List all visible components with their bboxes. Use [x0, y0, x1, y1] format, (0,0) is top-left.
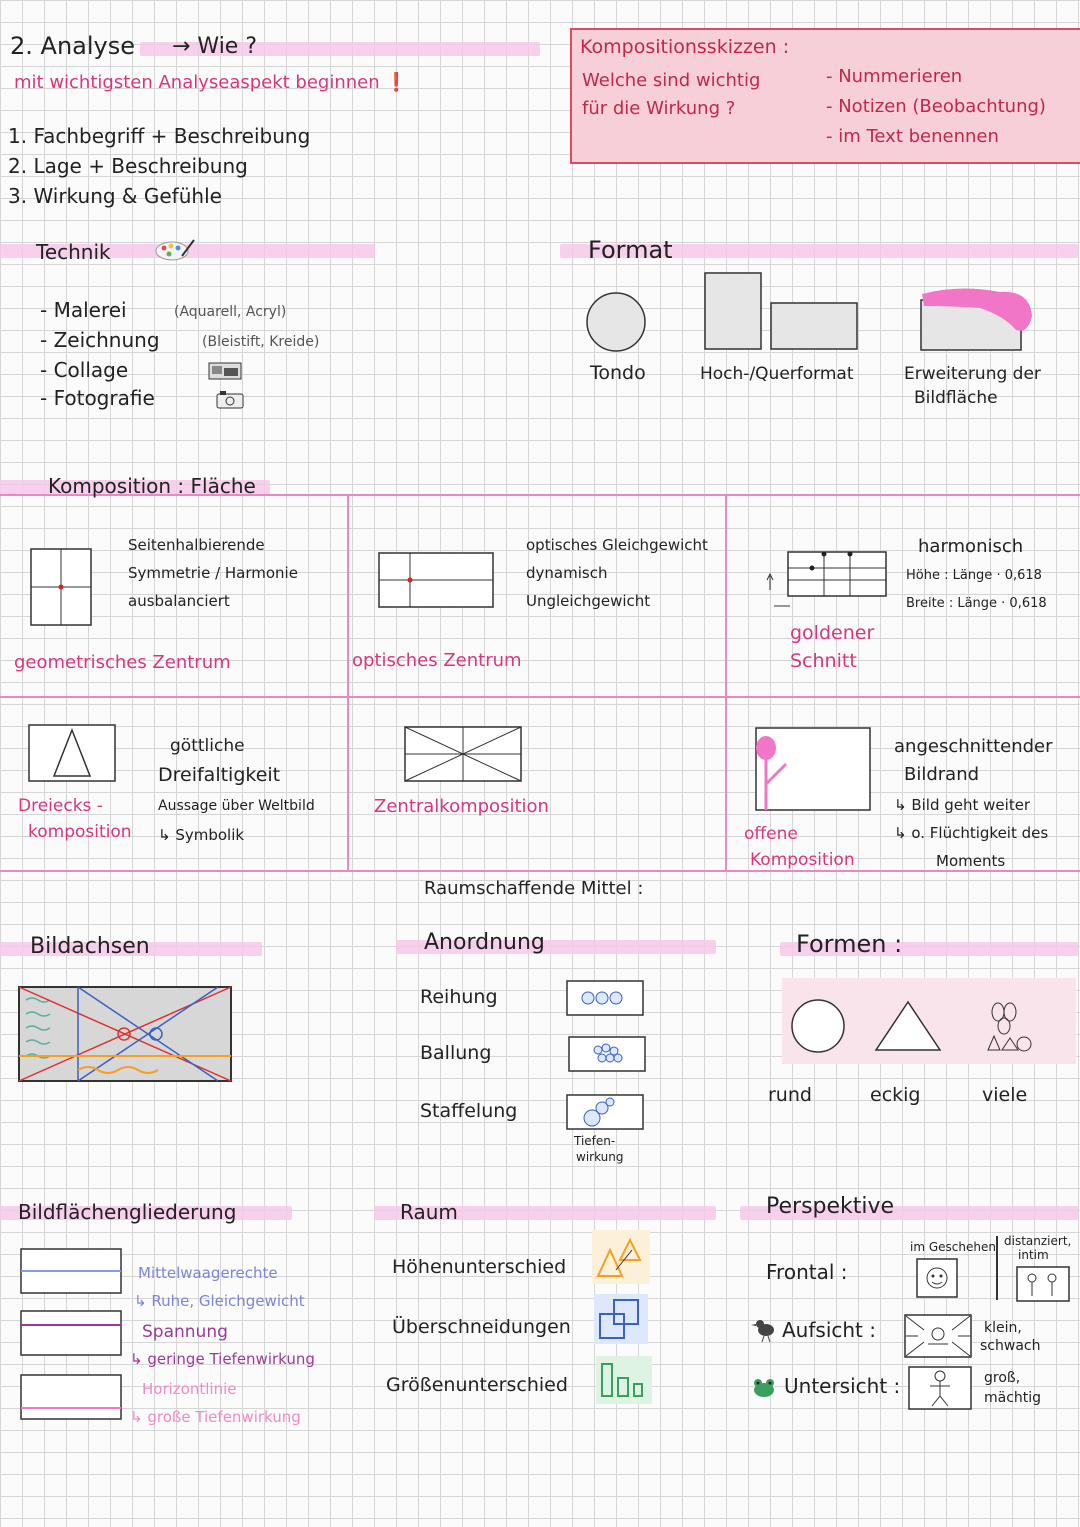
- dreieck-note-3: Aussage über Weltbild: [158, 798, 315, 814]
- technik-title: Technik: [36, 240, 111, 264]
- perspektive-header-left: im Geschehen: [910, 1240, 996, 1254]
- skizzen-question-2: für die Wirkung ?: [582, 98, 736, 119]
- offen-note-5: Moments: [936, 852, 1006, 870]
- dreieck-label-2: komposition: [28, 822, 132, 842]
- divider-col-1: [347, 494, 349, 870]
- geo-note-2: Symmetrie / Harmonie: [128, 564, 298, 582]
- triangle-shape: [874, 1000, 942, 1052]
- erweiterung-shape: [920, 286, 1036, 352]
- bildachsen-title: Bildachsen: [30, 934, 150, 959]
- frog-icon: [748, 1376, 780, 1400]
- gliederung-item-2-sub: ↳ geringe Tiefenwirkung: [130, 1350, 315, 1368]
- offen-note-4: ↳ o. Flüchtigkeit des: [894, 824, 1049, 842]
- opt-center-sketch: [378, 552, 496, 610]
- frontal-face-sketch: [916, 1258, 958, 1298]
- frontal-group-sketch: [1016, 1266, 1070, 1302]
- aufsicht-sketch: [904, 1314, 972, 1358]
- tiefen-note-2: wirkung: [576, 1150, 624, 1164]
- spannung-sketch: [20, 1310, 124, 1358]
- offen-label-2: Komposition: [750, 850, 855, 870]
- technik-item-2-sub: (Bleistift, Kreide): [202, 334, 320, 350]
- gold-note-3: Breite : Länge · 0,618: [906, 596, 1047, 611]
- formen-label-eckig: eckig: [870, 1084, 921, 1106]
- many-shapes: [982, 1000, 1034, 1054]
- aufsicht-note-2: schwach: [980, 1338, 1041, 1354]
- skizzen-note-2: - Notizen (Beobachtung): [826, 96, 1046, 117]
- dreieck-label-1: Dreiecks -: [18, 796, 103, 816]
- untersicht-sketch: [908, 1366, 972, 1410]
- gold-note-1: harmonisch: [918, 536, 1024, 557]
- opt-note-1: optisches Gleichgewicht: [526, 536, 708, 554]
- geo-center-sketch: [30, 548, 94, 628]
- technik-item-3: - Collage: [40, 358, 129, 382]
- gliederung-item-2: Spannung: [142, 1322, 228, 1342]
- ballung-label: Ballung: [420, 1042, 492, 1064]
- offen-label-1: offene: [744, 824, 798, 844]
- perspektive-title: Perspektive: [766, 1194, 895, 1219]
- gold-note-2: Höhe : Länge · 0,618: [906, 568, 1042, 583]
- ballung-sketch: [568, 1036, 646, 1072]
- technik-item-1-sub: (Aquarell, Acryl): [174, 304, 287, 320]
- perspektive-header-right-1: distanziert,: [1004, 1234, 1072, 1248]
- formen-title: Formen :: [796, 930, 903, 958]
- gliederung-item-1: Mittelwaagerechte: [138, 1264, 278, 1282]
- skizzen-title: Kompositionsskizzen :: [580, 36, 790, 58]
- offen-sketch: [752, 726, 872, 812]
- raum-item-3: Größenunterschied: [386, 1374, 568, 1396]
- skizzen-note-1: - Nummerieren: [826, 66, 963, 87]
- gold-label-2: Schnitt: [790, 650, 857, 672]
- collage-icon: [208, 362, 242, 380]
- offen-note-1: angeschnittender: [894, 736, 1053, 757]
- divider-col-2: [725, 494, 727, 870]
- offen-note-2: Bildrand: [904, 764, 980, 785]
- perspektive-header-right-2: intim: [1018, 1248, 1049, 1262]
- geo-note-1: Seitenhalbierende: [128, 536, 265, 554]
- gliederung-item-3-sub: ↳ große Tiefenwirkung: [130, 1408, 301, 1426]
- groessenunterschied-icon: [596, 1356, 652, 1404]
- untersicht-note-1: groß,: [984, 1370, 1021, 1386]
- raum-item-2: Überschneidungen: [392, 1316, 571, 1338]
- horizontlinie-sketch: [20, 1374, 124, 1422]
- bird-icon: [750, 1316, 780, 1342]
- querformat-shape: [770, 302, 860, 352]
- opt-label: optisches Zentrum: [352, 650, 522, 671]
- perspektive-row-3: Untersicht :: [784, 1374, 901, 1398]
- technik-item-2: - Zeichnung: [40, 328, 160, 352]
- format-label-tondo: Tondo: [590, 362, 646, 384]
- offen-note-3: ↳ Bild geht weiter: [894, 796, 1031, 814]
- hochformat-shape: [704, 272, 764, 352]
- analyse-step-2: 2. Lage + Beschreibung: [8, 154, 248, 178]
- divider-row-2: [0, 870, 1080, 872]
- dreieck-note-1: göttliche: [170, 736, 245, 756]
- circle-shape: [790, 998, 846, 1054]
- analyse-step-1: 1. Fachbegriff + Beschreibung: [8, 124, 311, 148]
- golden-section-sketch: [764, 550, 888, 606]
- geo-label: geometrisches Zentrum: [14, 652, 231, 673]
- perspektive-row-1: Frontal :: [766, 1260, 848, 1284]
- format-label-bildflaeche: Bildfläche: [914, 388, 998, 408]
- skizzen-note-3: - im Text benennen: [826, 126, 999, 147]
- staffelung-label: Staffelung: [420, 1100, 518, 1122]
- opt-note-3: Ungleichgewicht: [526, 592, 651, 610]
- perspektive-row-2: Aufsicht :: [782, 1318, 876, 1342]
- raum-title: Raum: [400, 1200, 458, 1224]
- zentral-label: Zentralkomposition: [374, 796, 549, 817]
- skizzen-question-1: Welche sind wichtig: [582, 70, 761, 91]
- untersicht-note-2: mächtig: [984, 1390, 1042, 1406]
- format-label-hochquer: Hoch-/Querformat: [700, 364, 854, 384]
- camera-icon: [216, 390, 246, 410]
- analyse-step-3: 3. Wirkung & Gefühle: [8, 184, 222, 208]
- analyse-subtitle: mit wichtigsten Analyseaspekt beginnen ❗: [14, 72, 408, 93]
- raum-mittel-title: Raumschaffende Mittel :: [424, 878, 644, 899]
- gliederung-title: Bildflächengliederung: [18, 1200, 237, 1224]
- technik-item-4: - Fotografie: [40, 386, 155, 410]
- ueberschneidungen-icon: [594, 1294, 648, 1344]
- triangle-sketch: [28, 724, 118, 784]
- divider-row-1: [0, 696, 1080, 698]
- format-label-erweiterung: Erweiterung der: [904, 364, 1041, 384]
- palette-icon: [150, 238, 200, 262]
- analyse-title: 2. Analyse: [10, 32, 136, 60]
- geo-note-3: ausbalanciert: [128, 592, 230, 610]
- bildachsen-sketch: [18, 986, 232, 1082]
- mittelwaagerechte-sketch: [20, 1248, 124, 1296]
- aufsicht-note-1: klein,: [984, 1320, 1022, 1336]
- dreieck-note-2: Dreifaltigkeit: [158, 764, 281, 786]
- staffelung-sketch: [566, 1094, 644, 1130]
- anordnung-title: Anordnung: [424, 930, 545, 955]
- gold-label-1: goldener: [790, 622, 875, 644]
- raum-item-1: Höhenunterschied: [392, 1256, 567, 1278]
- gliederung-item-3: Horizontlinie: [142, 1380, 237, 1398]
- formen-label-rund: rund: [768, 1084, 812, 1106]
- formen-label-viele: viele: [982, 1084, 1028, 1106]
- technik-item-1: - Malerei: [40, 298, 127, 322]
- format-title: Format: [588, 236, 673, 264]
- tiefen-note-1: Tiefen-: [574, 1134, 616, 1148]
- analyse-question: → Wie ?: [172, 34, 258, 59]
- hoehenunterschied-icon: [592, 1230, 650, 1284]
- tondo-shape: [586, 292, 646, 352]
- komposition-title: Komposition : Fläche: [48, 474, 256, 498]
- dreieck-note-4: ↳ Symbolik: [158, 826, 245, 844]
- reihung-label: Reihung: [420, 986, 498, 1008]
- opt-note-2: dynamisch: [526, 564, 608, 582]
- reihung-sketch: [566, 980, 644, 1016]
- gliederung-item-1-sub: ↳ Ruhe, Gleichgewicht: [134, 1292, 305, 1310]
- zentral-sketch: [404, 726, 524, 784]
